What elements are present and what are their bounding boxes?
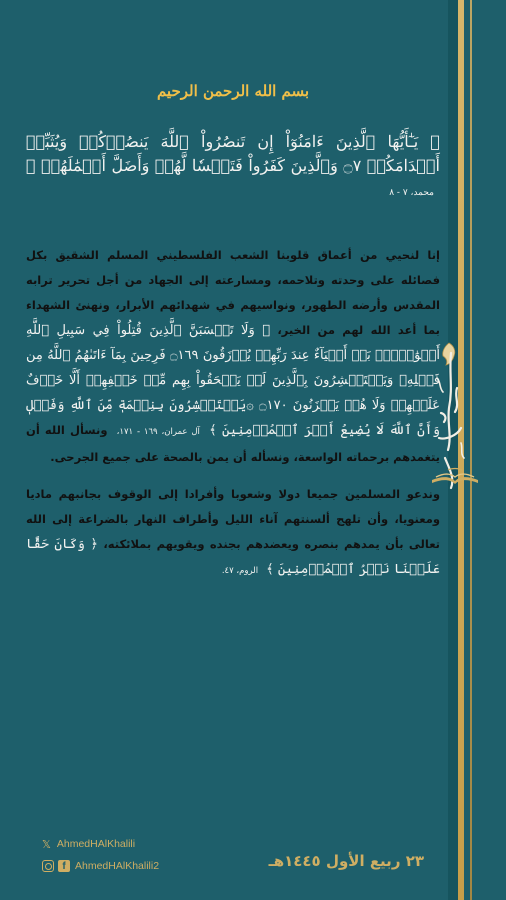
insta-fb-handle-row[interactable] [42,858,159,874]
x-icon: 𝕏 [42,838,51,851]
x-handle-row[interactable] [42,836,159,852]
paragraph-2-verse: ﴿ وَكَانَ حَقًّا عَلَيۡنَا نَصۡرُ ٱلۡمُؤۡمِنِينَ ﴾ [26,537,440,577]
hijri-date: ٢٣ ربيع الأول ١٤٤٥هـ [268,852,424,870]
instagram-icon [42,860,54,872]
social-handles [42,836,159,880]
insta-fb-handle[interactable]: AhmedHAlKhalili2 [75,860,160,872]
paragraph-1-verse-reference: آل عمران، ١٦٩ - ١٧١، [116,427,200,437]
paragraph-1-tail: ونسأل الله أن يتغمدهم برحماته الواسعة، ونسأله أن يمن بالصحة على جميع الجرحى. [26,423,440,464]
paragraph-2-verse-reference: الروم، ٤٧. [221,566,259,576]
paragraph-1-verse: ﴿ وَلَا تَحۡسَبَنَّ ٱلَّذِينَ قُتِلُواْ فِي سَبِيلِ ٱللَّهِ أَمۡوَٰتَۢاۚ بَلۡ أَحۡيَآءٌ عِندَ رَبِّهِمۡ يُرۡزَقُونَ ۝١٦٩ فَرِحِينَ بِمَآ ءَاتَىٰهُمُ ٱللَّهُ مِن فَضۡلِهِۦ وَيَسۡتَبۡشِرُونَ بِٱلَّذِينَ لَمۡ يَلۡحَقُواْ بِهِم مِّنۡ خَلۡفِهِمۡ أَلَّا خَوۡفٌ عَلَيۡهِمۡ وَلَا هُمۡ يَحۡزَنُونَ ۝١٧٠ ۞يَسۡتَبۡشِرُونَ بِنِعۡمَةٖ مِّنَ ٱللَّهِ وَفَضۡلٖ وَأَنَّ ٱللَّهَ لَا يُضِيعُ أَجۡرَ ٱلۡمُؤۡمِنِينَ ﴾ [26,323,440,438]
x-handle[interactable]: AhmedHAlKhalili [56,838,136,850]
paragraph-1-text: إنا لنحيي من أعماق قلوبنا الشعب الفلسطيني المسلم الشقيق بكل فصائله على وحدته وتلاحمه، ومسارعته إلى الجهاد من أجل تحرير ترابه المقدس وأرضه الطهور، ونواسيهم في شهدائهم الأبرار، ونهنئ الشهداء بما أعد الله لهم من الخير، [26,248,440,337]
paragraph-1 [26,243,440,470]
paragraph-2 [26,482,440,584]
verse-text: ﴿ يَـٰٓأَيُّهَا ٱلَّذِينَ ءَامَنُوٓاْ إِن تَنصُرُواْ ٱللَّهَ يَنصُرۡكُمۡ وَيُثَبِّتۡ أَقۡدَامَكُمۡ ۝٧ وَٱلَّذِينَ كَفَرُواْ فَتَعۡسٗا لَّهُمۡ وَأَضَلَّ أَعۡمَٰلَهُمۡ ﴾ [26,132,441,175]
quran-verse-main [26,130,440,205]
basmala-heading: بسم الله الرحمن الرحيم [156,82,310,100]
main-content [26,82,440,584]
facebook-icon: f [58,860,70,872]
verse-reference: محمد، ٧ - ٨ [389,188,434,198]
paragraph-2-text: وندعو المسلمين جميعا دولا وشعوبا وأفرادا إلى الوقوف بجانبهم ماديا ومعنويا، وأن تلهج ألسنتهم آناء الليل وأطراف النهار بالضراعة إلى الله تعالى بأن يمدهم بنصره ويعضدهم بجنده ويقويهم بملائكته، [26,487,440,551]
